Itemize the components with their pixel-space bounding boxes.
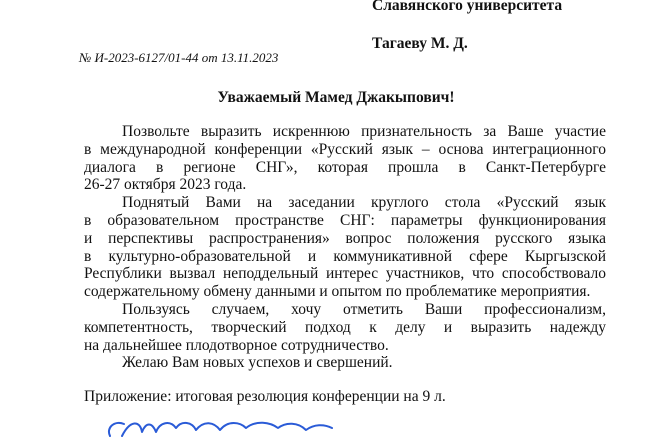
paragraph-line: Позвольте выразить искреннюю признательность за Ваше участие xyxy=(122,123,606,140)
paragraph-line: в образовательном пространстве СНГ: параметры функционирования xyxy=(84,211,606,229)
addressee-name: Тагаеву М. Д. xyxy=(372,35,468,52)
paragraph-line: в международной конференции «Русский язык – основа интеграционного xyxy=(84,140,606,158)
paragraph-4 xyxy=(84,354,606,372)
salutation: Уважаемый Мамед Джакыпович! xyxy=(217,89,455,106)
paragraph-line: содержательному обмену данными и опытом по проблематике мероприятия. xyxy=(84,283,591,301)
paragraph-line: и перспективы распространения» вопрос положения русского языка xyxy=(84,229,606,247)
paragraph-3 xyxy=(84,301,606,354)
attachment-note: Приложение: итоговая резолюция конференции на 9 л. xyxy=(84,388,446,405)
paragraph-line: диалога в регионе СНГ», которая прошла в Санкт-Петербурге xyxy=(84,158,606,176)
paragraph-line: на дальнейшее плодотворное сотрудничество. xyxy=(84,336,389,354)
signature-icon xyxy=(100,414,360,438)
paragraph-line: компетентность, творческий подход к делу и выразить надежду xyxy=(84,318,606,336)
addressee-organization: Славянского университета xyxy=(372,0,563,14)
paragraph-2 xyxy=(84,194,606,301)
letter-body xyxy=(84,123,606,372)
paragraph-line: 26-27 октября 2023 года. xyxy=(84,176,247,194)
reference-number: № И-2023-6127/01-44 от 13.11.2023 xyxy=(79,50,279,65)
paragraph-line: в культурно-образовательной и коммуникативной сфере Кыргызской xyxy=(84,247,606,265)
paragraph-line: Республики вызвал неподдельный интерес участников, что способствовало xyxy=(84,265,606,283)
paragraph-line: Поднятый Вами на заседании круглого стола «Русский язык xyxy=(122,194,606,212)
paragraph-1 xyxy=(84,123,606,194)
paragraph-line: Желаю Вам новых успехов и свершений. xyxy=(122,354,393,372)
paragraph-line: Пользуясь случаем, хочу отметить Ваши профессионализм, xyxy=(122,300,606,318)
